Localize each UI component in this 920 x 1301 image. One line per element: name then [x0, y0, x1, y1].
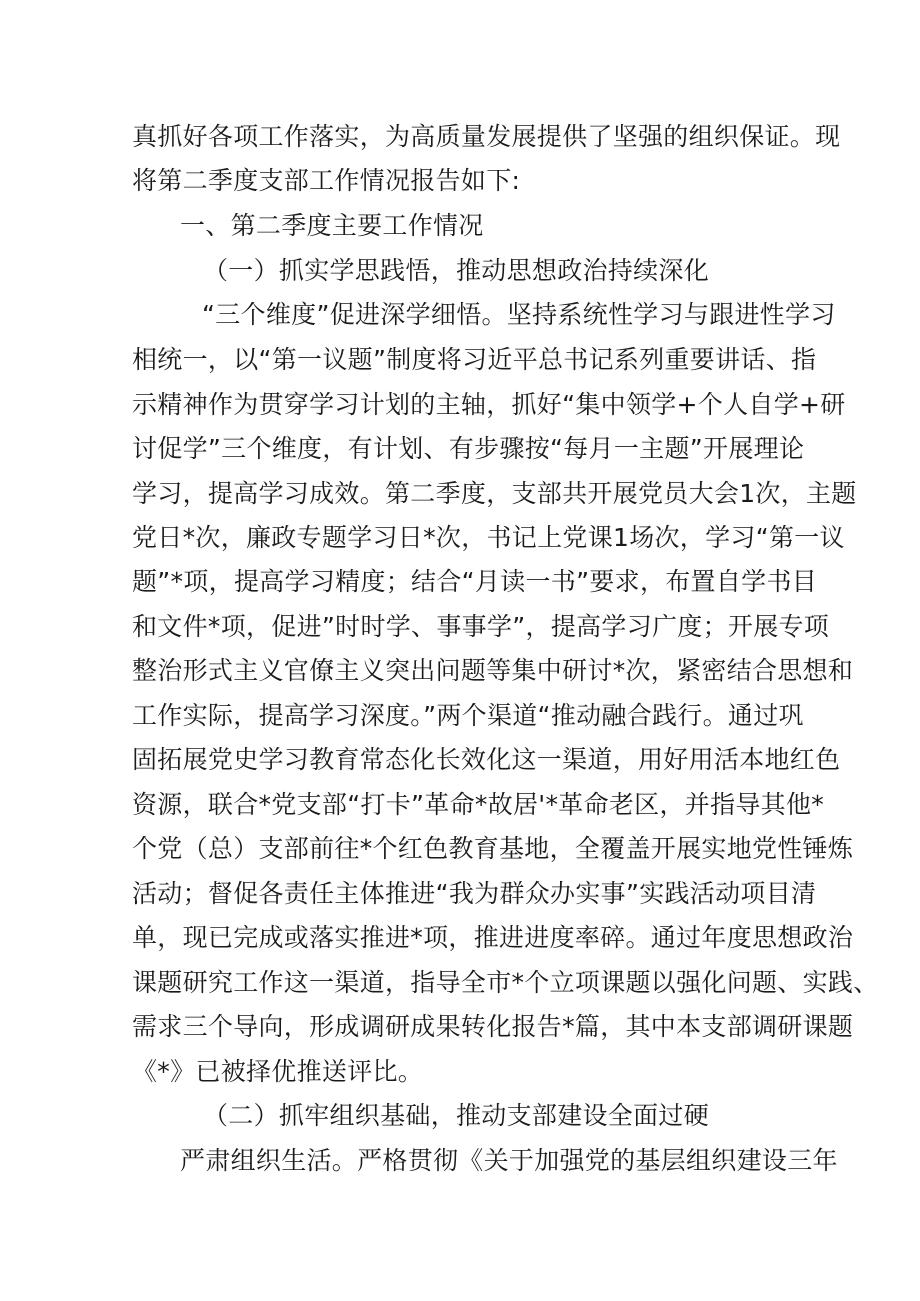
body-text-line: 《*》已被择优推送评比。: [132, 1057, 424, 1086]
body-text-line: 题”*项，提高学习精度；结合“月读一书”要求，布置自学书目: [132, 567, 818, 596]
body-text-line: 将第二季度支部工作情况报告如下:: [132, 166, 521, 195]
body-text-line: 单，现已完成或落实推进*项，推进进度率碎。通过年度思想政治: [132, 923, 854, 952]
body-text-line: 工作实际，提高学习深度。”两个渠道“推动融合践行。通过巩: [132, 701, 804, 730]
section-heading: 一、第二季度主要工作情况: [180, 211, 484, 240]
subsection-heading: （一）抓实学思践悟，推动思想政治持续深化: [203, 256, 710, 285]
body-text-line: 个党（总）支部前往*个红色教育基地，全覆盖开展实地党性锤炼: [132, 834, 854, 863]
body-text-line: 固拓展党史学习教育常态化长效化这一渠道，用好用活本地红色: [132, 745, 841, 774]
body-text-line: 党日*次，廉政专题学习日*次，书记上党课1场次，学习“第一议: [132, 523, 845, 552]
subsection-heading: （二）抓牢组织基础，推动支部建设全面过硬: [203, 1101, 710, 1130]
body-text-line: 学习，提高学习成效。第二季度，支部共开展党员大会1次，主题: [132, 479, 857, 508]
body-text-line: 真抓好各项工作落实，为高质量发展提供了坚强的组织保证。现: [132, 122, 841, 151]
paragraph-first-line: 严肃组织生活。严格贯彻《关于加强党的基层组织建设三年: [180, 1146, 838, 1175]
body-text-line: 活动；督促各责任主体推进“我为群众办实事”实践活动项目清: [132, 879, 817, 908]
body-text-line: 需求三个导向，形成调研成果转化报告*篇，其中本支部调研课题: [132, 1012, 854, 1041]
body-text-line: 讨促学”三个维度，有计划、有步骤按“每月一主题”开展理论: [132, 434, 805, 463]
body-text-line: 资源，联合*党支部“打卡”革命*故居'*革命老区，并指导其他*: [132, 790, 825, 819]
body-text-line: 示精神作为贯穿学习计划的主轴，抓好“集中领学+个人自学+研: [132, 390, 846, 419]
body-text-line: 课题研究工作这一渠道，指导全市*个立项课题以强化问题、实践、: [132, 968, 879, 997]
paragraph-first-line: “三个维度”促进深学细悟。坚持系统性学习与跟进性学习: [202, 300, 836, 329]
body-text-line: 和文件*项，促进”时时学、事事学”，提高学习广度；开展专项: [132, 612, 830, 641]
body-text-line: 相统一，以“第一议题”制度将习近平总书记系列重要讲话、指: [132, 345, 817, 374]
body-text-line: 整治形式主义官僚主义突出问题等集中研讨*次，紧密结合思想和: [132, 656, 854, 685]
